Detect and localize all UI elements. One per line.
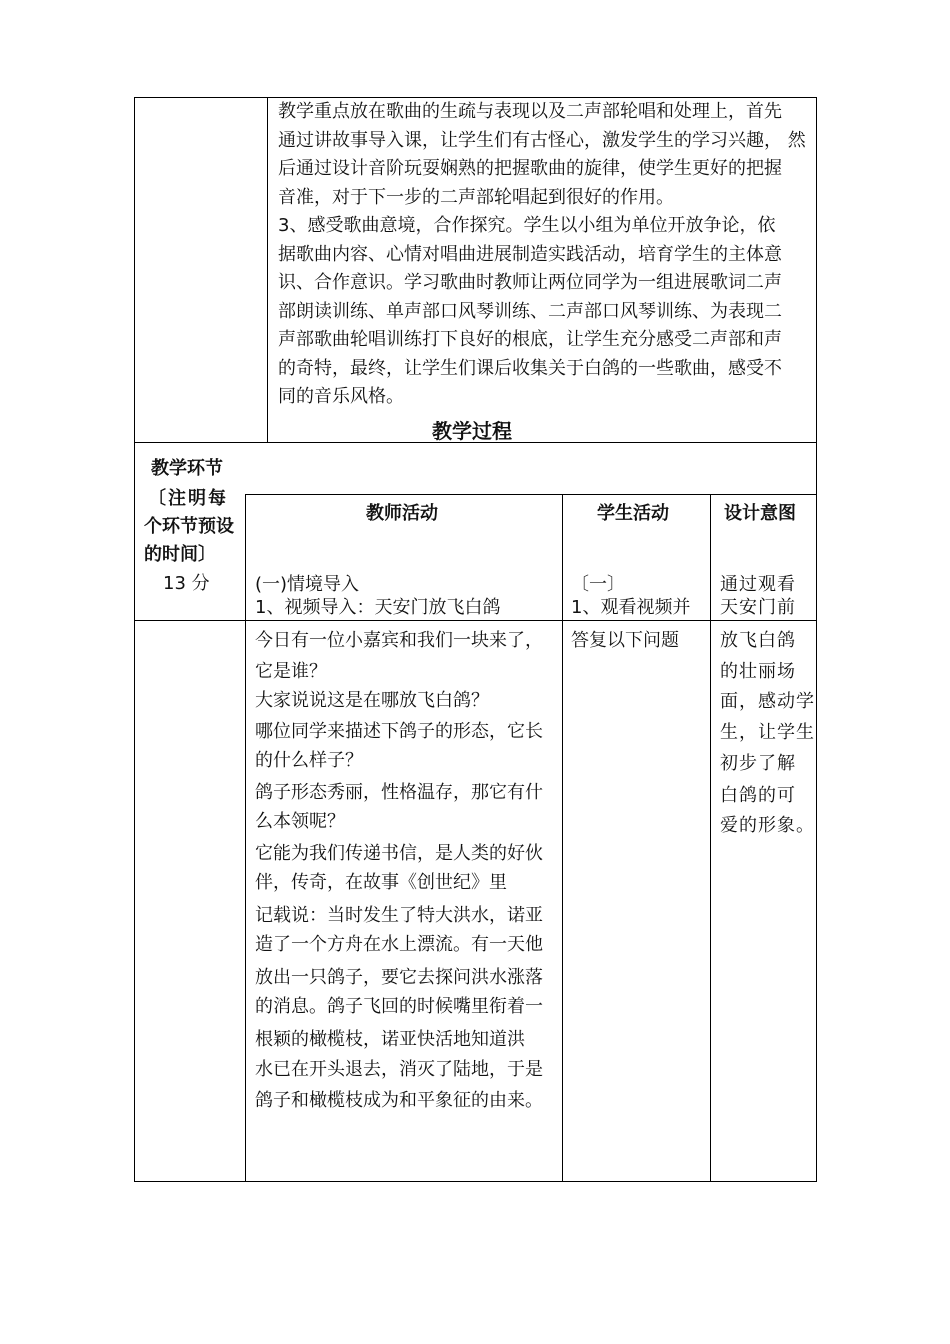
intro-line: 教学重点放在歌曲的生疏与表现以及二声部轮唱和处理上，首先 <box>278 101 782 122</box>
teacher-line: 1、视频导入：天安门放飞白鸽 <box>255 597 501 618</box>
teacher-line: 记载说：当时发生了特大洪水，诺亚 <box>255 905 543 926</box>
header-divider <box>245 494 817 495</box>
intro-line: 音准，对于下一步的二声部轮唱起到很好的作用。 <box>278 186 674 208</box>
teacher-line: 它是谁？ <box>255 661 327 682</box>
teacher-line: 大家说说这是在哪放飞白鸽？ <box>255 690 489 711</box>
stage-col-divider <box>245 494 246 1182</box>
teacher-line: 鸽子和橄榄枝成为和平象征的由来。 <box>255 1090 543 1111</box>
design-line: 天安门前 <box>720 597 796 618</box>
stage-time: 13 分 <box>163 573 210 594</box>
teacher-line: 根颖的橄榄枝，诺亚快活地知道洪 <box>255 1029 525 1050</box>
intro-line: 的奇特，最终，让学生们课后收集关于白鸽的一些歌曲，感受不 <box>278 357 782 379</box>
teacher-line: 放出一只鸽子，要它去探问洪水涨落 <box>255 967 543 988</box>
teacher-activity-header: 教师活动 <box>366 503 438 524</box>
student-activity-header: 学生活动 <box>597 503 669 524</box>
intro-line: 3、感受歌曲意境，合作探究。学生以小组为单位开放争论，依 <box>278 215 776 236</box>
design-line: 的壮丽场 <box>720 661 796 682</box>
design-line: 爱的形象。 <box>720 815 815 836</box>
teacher-line: 水已在开头退去，消灭了陆地，于是 <box>255 1059 543 1080</box>
teacher-line: 的什么样子？ <box>255 750 363 771</box>
intro-line: 部朗读训练、单声部口风琴训练、二声部口风琴训练、为表现二 <box>278 300 782 322</box>
stage-header-line2: 〔注明每 <box>148 488 228 509</box>
stage-header-line4: 的时间〕 <box>144 544 216 565</box>
intro-divider <box>267 97 268 442</box>
student-activity-text <box>571 571 690 657</box>
teacher-line: 它能为我们传递书信，是人类的好伙 <box>255 843 543 864</box>
design-line: 放飞白鸽 <box>720 630 796 651</box>
teacher-line: 的消息。鸽子飞回的时候嘴里衔着一 <box>255 996 543 1017</box>
teacher-col-divider <box>562 494 563 1182</box>
intro-line: 声部歌曲轮唱训练打下良好的根底，让学生充分感受二声部和声 <box>278 329 782 350</box>
design-line: 面，感动学 <box>720 691 815 712</box>
bottom-border <box>134 1181 817 1182</box>
intro-line: 识、合作意识。学习歌曲时教师让两位同学为一组进展歌词二声 <box>278 272 782 293</box>
intro-line: 同的音乐风格。 <box>278 386 404 407</box>
section-title: 教学过程 <box>432 419 512 443</box>
left-border <box>134 97 135 1182</box>
teacher-line: 造了一个方舟在水上漂流。有一天他 <box>255 934 543 955</box>
teacher-activity-text <box>255 571 543 1117</box>
teacher-line: 哪位同学来描述下鸽子的形态，它长 <box>255 721 543 742</box>
design-line: 白鸽的可 <box>720 785 796 806</box>
teacher-line: (一)情境导入 <box>255 574 360 595</box>
design-line: 初步了解 <box>720 753 796 774</box>
design-intent-text <box>720 571 815 842</box>
student-line: 答复以下问题 <box>571 630 679 651</box>
intro-line: 后通过设计音阶玩耍娴熟的把握歌曲的旋律，使学生更好的把握 <box>278 158 782 179</box>
teacher-line: 么本领呢？ <box>255 811 345 832</box>
stage-header-line1: 教学环节 <box>151 458 223 479</box>
intro-line: 据歌曲内容、心情对唱曲进展制造实践活动，培育学生的主体意 <box>278 243 782 265</box>
intro-paragraph <box>278 98 806 412</box>
intro-line: 通过讲故事导入课，让学生们有古怪心，激发学生的学习兴趣， 然 <box>278 129 806 151</box>
student-col-divider <box>710 494 711 1182</box>
design-line: 生，让学生 <box>720 722 815 743</box>
student-line: 〔一〕 <box>571 574 625 595</box>
right-border <box>816 97 817 1182</box>
design-line: 通过观看 <box>720 574 796 595</box>
stage-header-line3: 个环节预设 <box>144 516 234 537</box>
teacher-line: 今日有一位小嘉宾和我们一块来了， <box>255 630 543 651</box>
teacher-line: 鸽子形态秀丽，性格温存，那它有什 <box>255 782 543 803</box>
student-line: 1、观看视频并 <box>571 597 691 618</box>
design-intent-header: 设计意图 <box>724 503 796 524</box>
teacher-line: 伴，传奇，在故事《创世纪》里 <box>255 872 507 893</box>
